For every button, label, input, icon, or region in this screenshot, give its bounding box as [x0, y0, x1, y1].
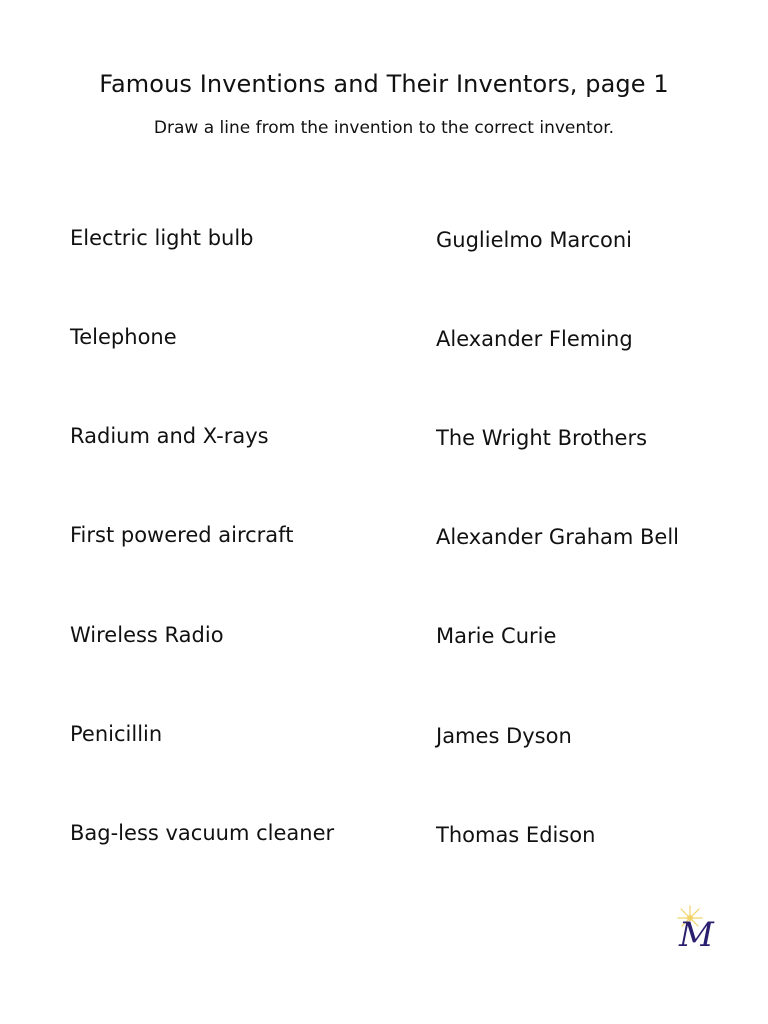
inventor-item: The Wright Brothers [436, 426, 648, 450]
inventor-item: Guglielmo Marconi [436, 228, 633, 252]
invention-item: Bag-less vacuum cleaner [70, 821, 335, 845]
invention-item: Radium and X-rays [70, 424, 269, 448]
inventor-item: Marie Curie [436, 624, 557, 648]
invention-item: Wireless Radio [70, 623, 224, 647]
worksheet-instructions: Draw a line from the invention to the correct inventor. [153, 118, 615, 138]
invention-item: First powered aircraft [70, 523, 294, 547]
invention-item: Telephone [70, 325, 177, 349]
inventor-item: James Dyson [436, 724, 572, 748]
publisher-logo-icon [672, 904, 728, 954]
invention-item: Penicillin [70, 722, 163, 746]
inventor-item: Alexander Fleming [436, 327, 633, 351]
worksheet-title: Famous Inventions and Their Inventors, page 1 [99, 70, 669, 98]
inventor-item: Thomas Edison [436, 823, 596, 847]
invention-item: Electric light bulb [70, 226, 254, 250]
logo-letter: M [679, 915, 714, 954]
inventor-item: Alexander Graham Bell [436, 525, 679, 549]
